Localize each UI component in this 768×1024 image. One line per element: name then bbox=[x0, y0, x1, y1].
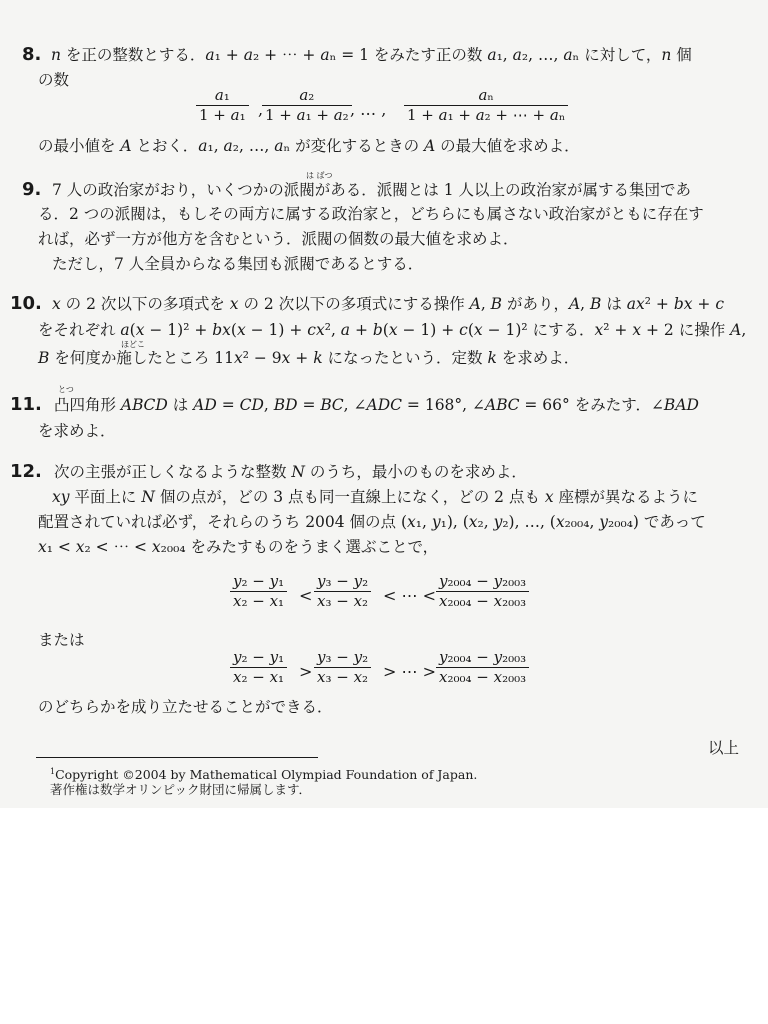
problem-12-ineq1-op-1: < bbox=[299, 586, 313, 605]
problem-8-fraction-1: 𝑎₁ 1 + 𝑎₁ bbox=[196, 86, 249, 125]
problem-8-line-2: の数 bbox=[38, 71, 70, 89]
problem-10-line-1: 𝑥 の 2 次以下の多項式を 𝑥 の 2 次以下の多項式にする操作 𝐴, 𝐵 があり，𝐴, 𝐵 は 𝑎𝑥² + 𝑏𝑥 + 𝑐 bbox=[52, 295, 725, 313]
problem-12-line-3: 配置されていれば必ず，それらのうち 2004 個の点 (𝑥₁, 𝑦₁), (𝑥₂, 𝑦₂), …, (𝑥₂₀₀₄, 𝑦₂₀₀₄) であって bbox=[38, 513, 706, 531]
problem-8-fraction-3: 𝑎ₙ 1 + 𝑎₁ + 𝑎₂ + ⋯ + 𝑎ₙ bbox=[404, 86, 568, 125]
problem-8-separator-1: , bbox=[258, 100, 264, 119]
problem-8-separator-2: , … , bbox=[350, 100, 387, 119]
problem-12-number: 12. bbox=[10, 461, 42, 482]
problem-12-line-1: 次の主張が正しくなるような整数 𝑁 のうち，最小のものを求めよ． bbox=[54, 463, 527, 481]
problem-12-ineq2-op-1: > bbox=[299, 662, 313, 681]
problem-8-fraction-2: 𝑎₂ 1 + 𝑎₁ + 𝑎₂ bbox=[262, 86, 352, 125]
problem-9-number: 9. bbox=[22, 179, 42, 200]
problem-10-ruby: ほどこ bbox=[121, 340, 145, 349]
footnote-copyright bbox=[50, 764, 477, 783]
problem-8-line-3: の最小値を 𝐴 とおく．𝑎₁, 𝑎₂, …, 𝑎ₙ が変化するときの 𝐴 の最大値を求めよ． bbox=[38, 137, 580, 155]
problem-12-line-2: 𝑥𝑦 平面上に 𝑁 個の点が，どの 3 点も同一直線上になく，どの 2 点も 𝑥 座標が異なるように bbox=[52, 488, 699, 506]
problem-9-line-3: れば，必ず一方が他方を含むという．派閥の個数の最大値を求めよ． bbox=[38, 230, 519, 248]
problem-9-line-1: 7 人の政治家がおり，いくつかの派閥がある．派閥とは 1 人以上の政治家が属する集団であ bbox=[52, 181, 692, 199]
problem-12-ineq1-fraction-1: 𝑦₂ − 𝑦₁ 𝑥₂ − 𝑥₁ bbox=[230, 572, 287, 611]
problem-8-line-1: 𝑛 を正の整数とする．𝑎₁ + 𝑎₂ + ⋯ + 𝑎ₙ = 1 をみたす正の数 𝑎₁, 𝑎₂, …, 𝑎ₙ に対して，𝑛 個 bbox=[51, 46, 692, 64]
problem-11-line-1: 凸四角形 𝐴𝐵𝐶𝐷 は 𝐴𝐷 = 𝐶𝐷, 𝐵𝐷 = 𝐵𝐶, ∠𝐴𝐷𝐶 = 168°, ∠𝐴𝐵𝐶 = 66° をみたす．∠𝐵𝐴𝐷 bbox=[54, 396, 699, 414]
problem-12-ineq1-fraction-2: 𝑦₃ − 𝑦₂ 𝑥₃ − 𝑥₂ bbox=[314, 572, 371, 611]
problem-11-ruby: とつ bbox=[58, 385, 74, 394]
problem-12-ineq2-fraction-1: 𝑦₂ − 𝑦₁ 𝑥₂ − 𝑥₁ bbox=[230, 648, 287, 687]
footnote-marker: 1 bbox=[50, 767, 56, 776]
problem-12-ineq1-fraction-3: 𝑦₂₀₀₄ − 𝑦₂₀₀₃ 𝑥₂₀₀₄ − 𝑥₂₀₀₃ bbox=[436, 572, 529, 611]
problem-12-line-5: または bbox=[38, 631, 85, 649]
problem-8-number: 8. bbox=[22, 44, 42, 65]
problem-12-ineq2-op-2: > ⋯ > bbox=[383, 662, 436, 681]
problem-11-line-2: を求めよ． bbox=[38, 422, 116, 440]
problem-9-ruby: は ばつ bbox=[306, 171, 333, 180]
footnote-rule bbox=[36, 757, 318, 758]
problem-12-line-6: のどちらかを成り立たせることができる． bbox=[38, 698, 333, 716]
problem-12-ineq2-fraction-2: 𝑦₃ − 𝑦₂ 𝑥₃ − 𝑥₂ bbox=[314, 648, 371, 687]
problem-11-number: 11. bbox=[10, 394, 42, 415]
problem-9-line-4: ただし，7 人全員からなる集団も派閥であるとする． bbox=[52, 255, 424, 273]
problem-10-line-3: 𝐵 を何度か施したところ 11𝑥² − 9𝑥 + 𝑘 になったという．定数 𝑘 を求めよ． bbox=[38, 349, 580, 367]
problem-10-number: 10. bbox=[10, 293, 42, 314]
problem-10-line-2: をそれぞれ 𝑎(𝑥 − 1)² + 𝑏𝑥(𝑥 − 1) + 𝑐𝑥², 𝑎 + 𝑏(𝑥 − 1) + 𝑐(𝑥 − 1)² にする．𝑥² + 𝑥 + 2 に操作 𝐴, bbox=[38, 321, 747, 339]
problem-12-ineq1-op-2: < ⋯ < bbox=[383, 586, 436, 605]
footnote-copyright-text: Copyright ©2004 by Mathematical Olympiad Foundation of Japan. bbox=[55, 767, 478, 782]
problem-9-line-2: る．2 つの派閥は，もしその両方に属する政治家と，どちらにも属さない政治家がともに存在す bbox=[38, 205, 704, 223]
footnote-note: 著作権は数学オリンピック財団に帰属します． bbox=[50, 782, 312, 797]
problem-12-ineq2-fraction-3: 𝑦₂₀₀₄ − 𝑦₂₀₀₃ 𝑥₂₀₀₄ − 𝑥₂₀₀₃ bbox=[436, 648, 529, 687]
closing-text: 以上 bbox=[708, 739, 740, 757]
problem-12-line-4: 𝑥₁ < 𝑥₂ < ⋯ < 𝑥₂₀₀₄ をみたすものをうまく選ぶことで， bbox=[38, 538, 439, 556]
